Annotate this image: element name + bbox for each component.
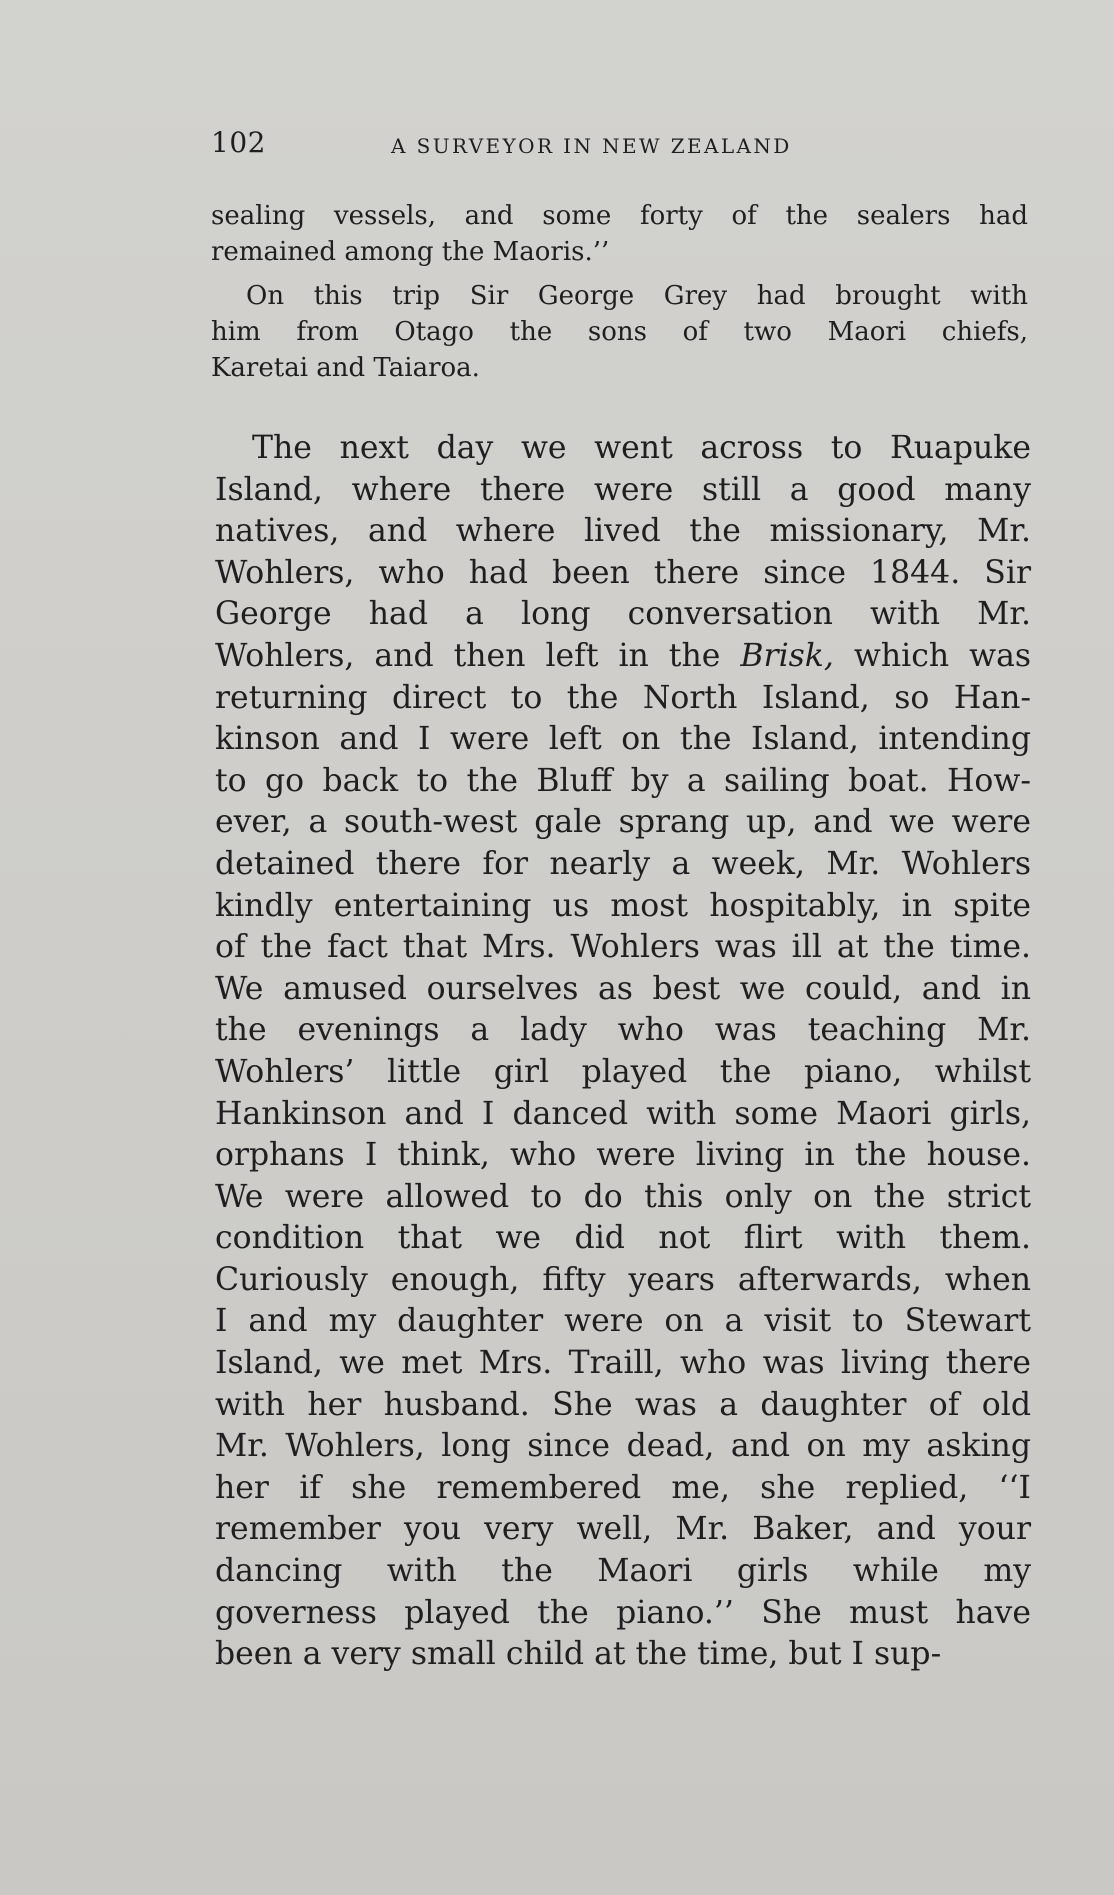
text-line: Wohlers’ little girl played the piano, whilst	[215, 1053, 1031, 1090]
quoted-passage	[211, 198, 1028, 386]
text-line: dancing with the Maori girls while my	[215, 1553, 1031, 1590]
ship-name: Brisk,	[740, 637, 834, 674]
text-line: been a very small child at the time, but I sup-	[215, 1636, 942, 1673]
text-line: George had a long conversation with Mr.	[215, 596, 1031, 633]
text-line: of the fact that Mrs. Wohlers was ill at the time.	[215, 929, 1031, 966]
page-number: 102	[211, 126, 266, 159]
body-paragraph	[215, 428, 1031, 1676]
text-line: the evenings a lady who was teaching Mr.	[215, 1012, 1031, 1049]
text-line: him from Otago the sons of two Maori chiefs,	[211, 317, 1028, 347]
text-line: ever, a south-west gale sprang up, and we were	[215, 804, 1031, 841]
text-line: sealing vessels, and some forty of the sealers had	[211, 201, 1028, 231]
text-line: On this trip Sir George Grey had brought with	[246, 281, 1028, 311]
text-line: governess played the piano.’’ She must have	[215, 1594, 1031, 1631]
text-line: We amused ourselves as best we could, and in	[215, 970, 1031, 1007]
quote-paragraph	[211, 278, 1028, 386]
text-line: Curiously enough, fifty years afterwards, when	[215, 1261, 1031, 1298]
text-line: Island, we met Mrs. Traill, who was living there	[215, 1345, 1031, 1382]
text-line: her if she remembered me, she replied, ‘‘I	[215, 1469, 1031, 1506]
text-run: which was	[833, 637, 1032, 674]
text-line: kinson and I were left on the Island, intending	[215, 721, 1031, 758]
quote-paragraph	[211, 198, 1028, 270]
text-line: I and my daughter were on a visit to Stewart	[215, 1303, 1031, 1340]
text-line: Karetai and Taiaroa.	[211, 353, 480, 383]
text-line: The next day we went across to Ruapuke	[252, 430, 1031, 466]
text-line: remember you very well, Mr. Baker, and your	[215, 1511, 1031, 1548]
text-line: with her husband. She was a daughter of old	[215, 1386, 1031, 1423]
text-line: orphans I think, who were living in the house.	[215, 1137, 1031, 1174]
text-line: remained among the Maoris.’’	[211, 237, 610, 267]
text-line: We were allowed to do this only on the strict	[215, 1178, 1031, 1215]
text-line: detained there for nearly a week, Mr. Wohlers	[215, 845, 1031, 882]
text-line	[215, 636, 1031, 678]
text-run: Wohlers, and then left in the	[215, 637, 741, 674]
text-line: Mr. Wohlers, long since dead, and on my asking	[215, 1428, 1031, 1465]
text-line: Island, where there were still a good many	[215, 471, 1031, 508]
text-line: natives, and where lived the missionary, Mr.	[215, 513, 1031, 550]
text-line: Wohlers, who had been there since 1844. Sir	[215, 554, 1031, 591]
running-title: A SURVEYOR IN NEW ZEALAND	[391, 134, 792, 158]
text-line: Hankinson and I danced with some Maori girls,	[215, 1095, 1031, 1132]
text-line: returning direct to the North Island, so Han-	[215, 679, 1031, 716]
text-line: kindly entertaining us most hospitably, in spite	[215, 887, 1031, 924]
text-line: to go back to the Bluff by a sailing boat. How-	[215, 762, 1031, 799]
running-head	[211, 126, 1031, 166]
text-line: condition that we did not flirt with them.	[215, 1220, 1031, 1257]
